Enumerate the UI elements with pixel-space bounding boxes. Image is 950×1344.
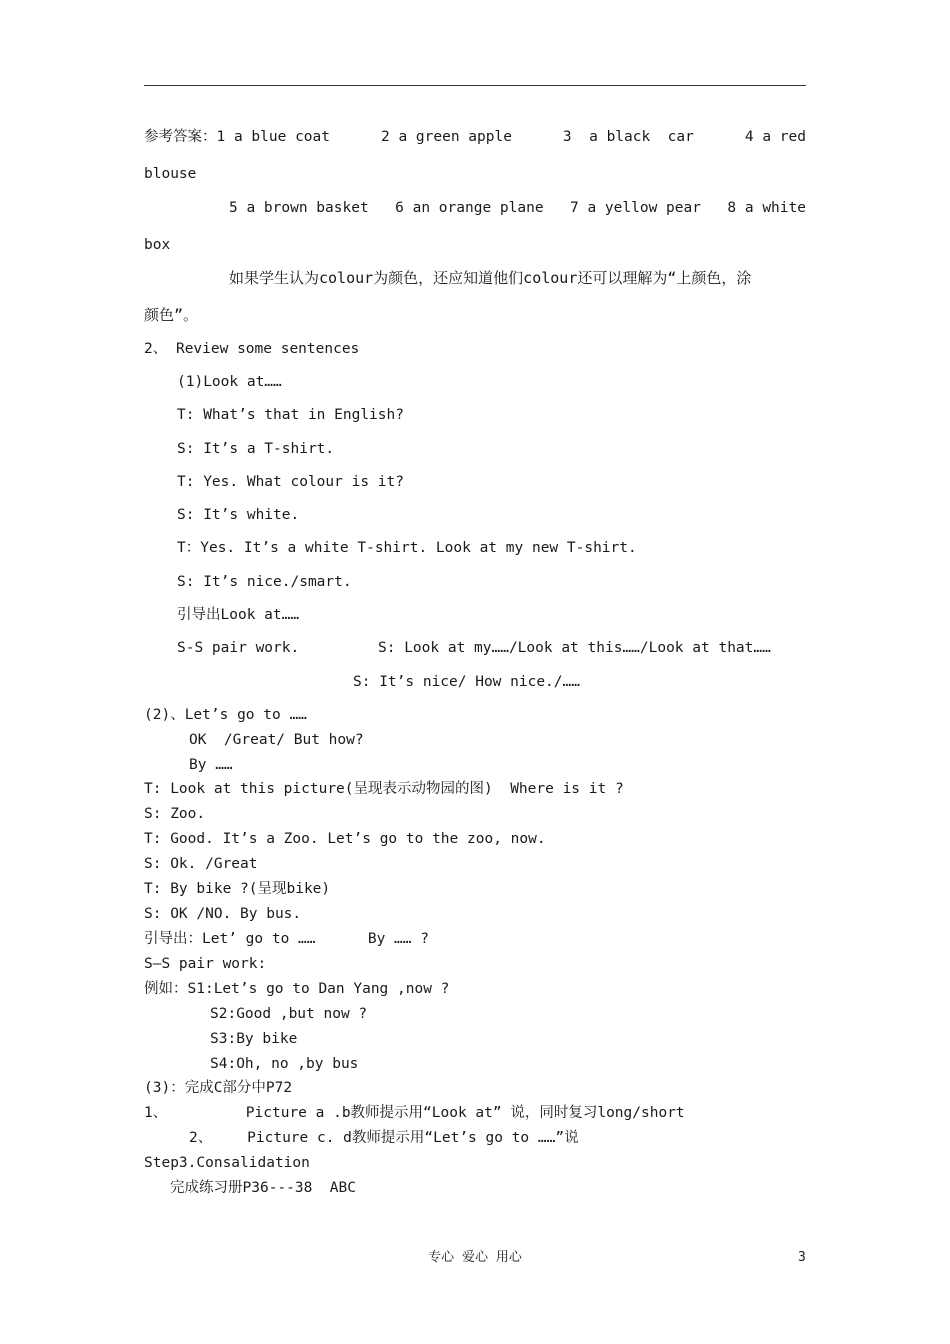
answer-2: 2 a green apple <box>380 129 512 145</box>
colour-note: 如果学生认为colour为颜色，还应知道他们colour还可以理解为“上颜色，涂 <box>229 269 752 287</box>
answers-line-2-wrap: box <box>144 237 171 253</box>
dialog-line: S: Zoo. <box>144 806 206 822</box>
page-number: 3 <box>798 1250 806 1265</box>
dialog-line: T：Yes. It’s a white T-shirt. Look at my new T-shirt. <box>177 540 637 556</box>
answer-6: 6 an orange plane <box>395 200 544 216</box>
section-2-heading: 2、 Review some sentences <box>144 341 360 357</box>
by-line: By …… <box>189 757 233 773</box>
answers-line-1-wrap: blouse <box>144 166 197 182</box>
answers-line-2 <box>229 198 806 218</box>
answer-1: 参考答案：1 a blue coat <box>144 129 330 145</box>
subsection-3: (3)：完成C部分中P72 <box>144 1080 293 1096</box>
pair-work-label: S-S pair work. <box>177 640 300 656</box>
example-line: S4:Oh, no ,by bus <box>210 1056 359 1072</box>
dialog-line: T: What’s that in English? <box>177 407 404 423</box>
answer-3: 3 a black car <box>562 129 694 145</box>
colour-note-wrap: 颜色”。 <box>144 306 199 324</box>
pair-work-label: S—S pair work: <box>144 956 267 972</box>
lead-in-line: 引导出：Let’ go to …… By …… ? <box>144 931 429 947</box>
dialog-line: S: Ok. /Great <box>144 856 258 872</box>
c-part-item-2: 2、 Picture c. d教师提示用“Let’s go to ……”说 <box>189 1130 579 1146</box>
pair-work-response: S: It’s nice/ How nice./…… <box>353 674 580 690</box>
example-line: 例如：S1:Let’s go to Dan Yang ,now ? <box>144 981 450 997</box>
dialog-line: S: OK /NO. By bus. <box>144 906 302 922</box>
answer-8: 8 a white <box>727 200 806 216</box>
step-3-heading: Step3.Consalidation <box>144 1155 310 1171</box>
dialog-line: S: It’s nice./smart. <box>177 574 352 590</box>
answers-line-1 <box>144 127 806 147</box>
subsection-1: (1)Look at…… <box>177 374 282 390</box>
answer-4: 4 a red <box>744 129 806 145</box>
footer-motto: 专心 爱心 用心 <box>428 1250 522 1265</box>
answer-7: 7 a yellow pear <box>570 200 701 216</box>
answer-5: 5 a brown basket <box>229 200 369 216</box>
subsection-2: (2)、Let’s go to …… <box>144 707 307 723</box>
dialog-line: T: Look at this picture(呈现表示动物园的图) Where is it ? <box>144 781 624 797</box>
dialog-line: T: Yes. What colour is it? <box>177 474 404 490</box>
lead-in-line: 引导出Look at…… <box>177 607 300 623</box>
example-line: S3:By bike <box>210 1031 298 1047</box>
pair-work-example: S: Look at my……/Look at this……/Look at that…… <box>378 640 771 656</box>
response-options: OK /Great/ But how? <box>189 732 364 748</box>
example-line: S2:Good ,but now ? <box>210 1006 368 1022</box>
homework-line: 完成练习册P36---38 ABC <box>170 1180 356 1196</box>
c-part-item-1: 1、 Picture a .b教师提示用“Look at” 说，同时复习long/short <box>144 1105 685 1121</box>
dialog-line: S: It’s white. <box>177 507 300 523</box>
dialog-line: T: By bike ?(呈现bike) <box>144 881 331 897</box>
dialog-line: T: Good. It’s a Zoo. Let’s go to the zoo, now. <box>144 831 546 847</box>
header-rule <box>144 85 806 86</box>
dialog-line: S: It’s a T-shirt. <box>177 441 335 457</box>
